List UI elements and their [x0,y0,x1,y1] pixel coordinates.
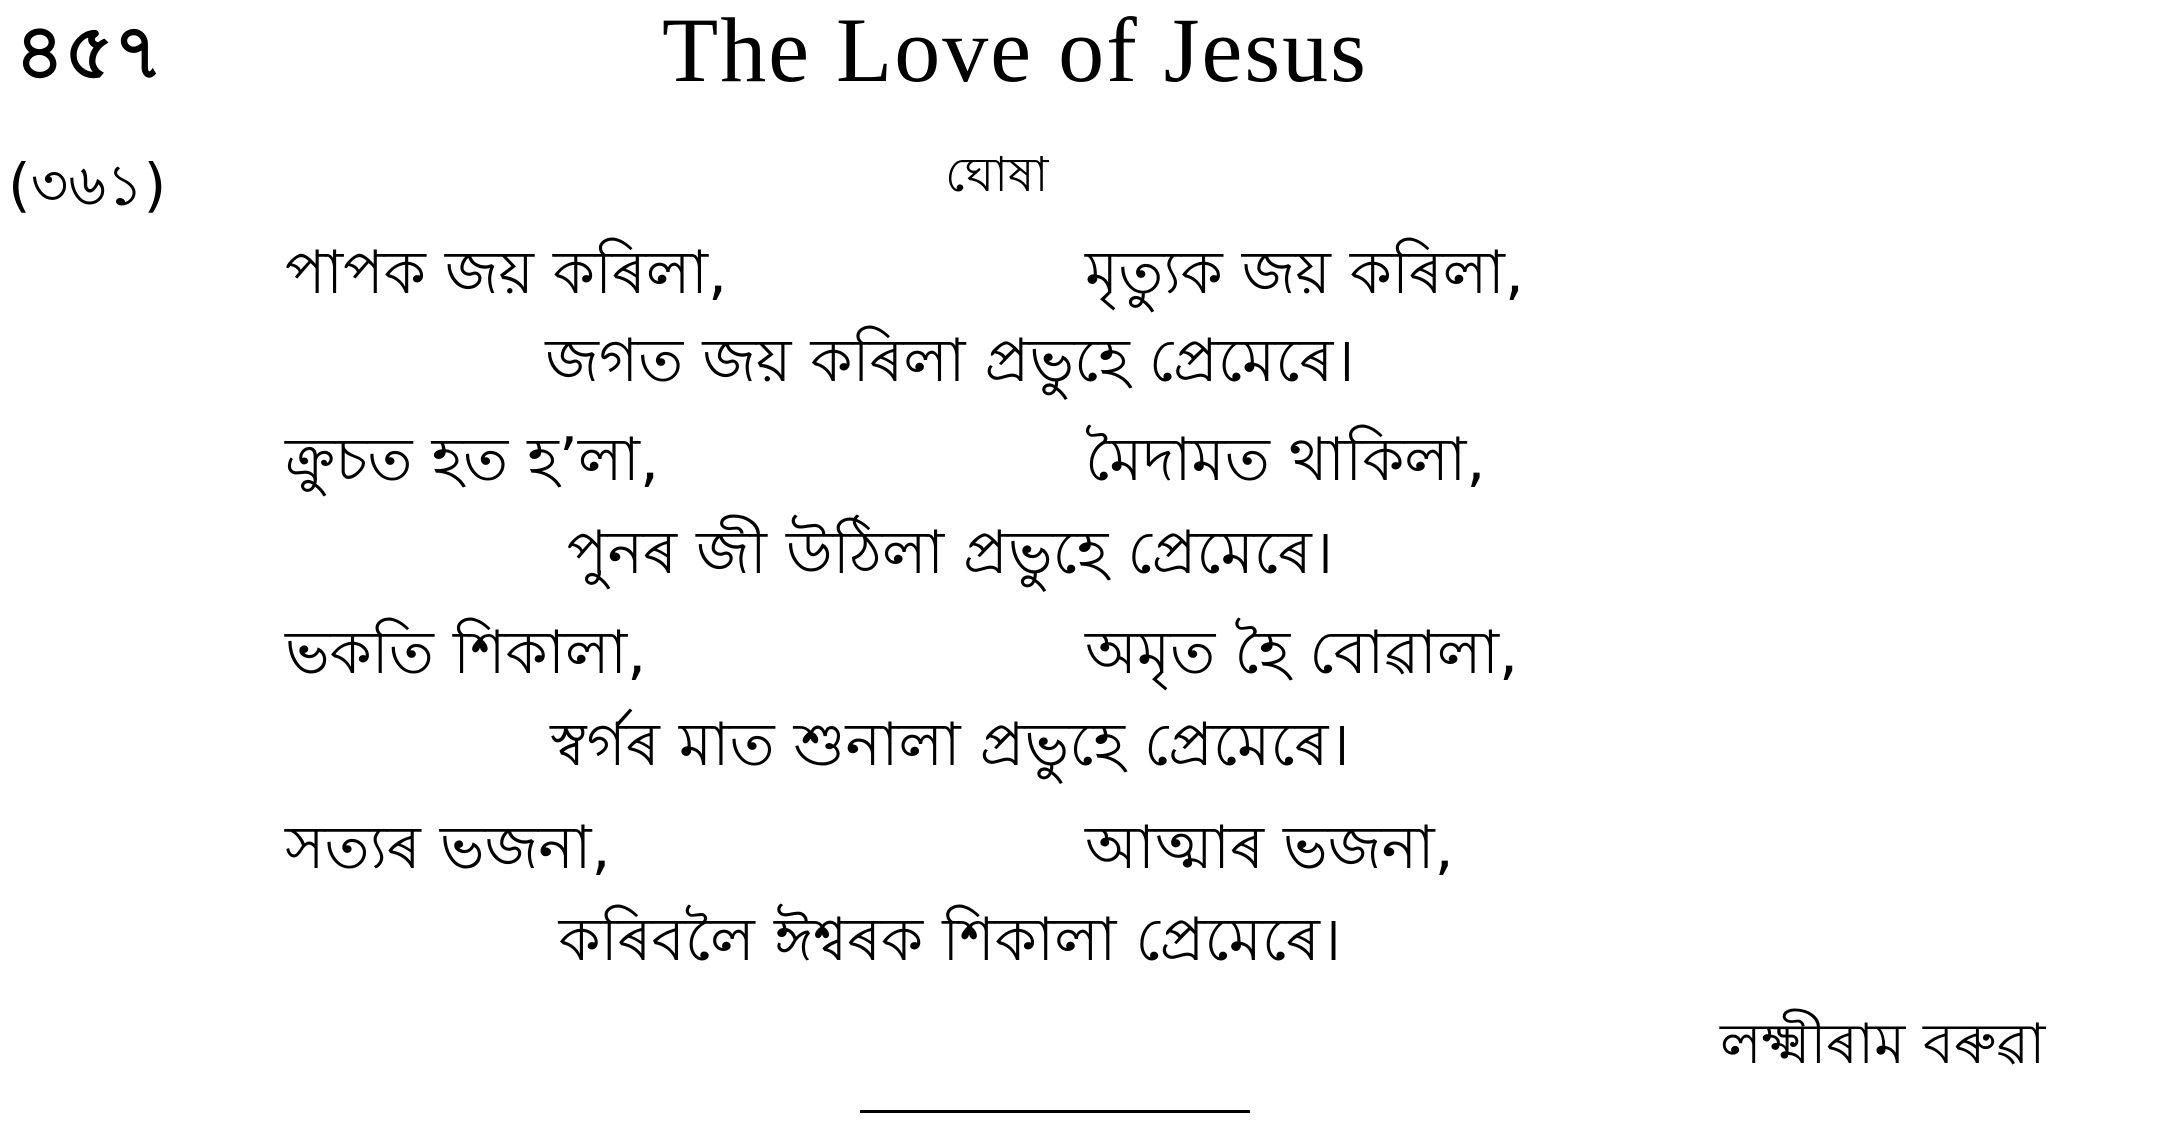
verse-3-line-1-right: অমৃত হৈ বোৱালা, [1085,618,1519,688]
end-divider [860,1110,1250,1113]
verse-4-line-1-right: আত্মাৰ ভজনা, [1085,813,1454,883]
verse-1-line-2: জগত জয় কৰিলা প্ৰভুহে প্ৰেমেৰে। [545,326,1355,396]
verse-3-line-2: স্বৰ্গৰ মাত শুনালা প্ৰভুহে প্ৰেমেৰে। [550,710,1350,780]
verse-2-line-2: পুনৰ জী উঠিলা প্ৰভুহে প্ৰেমেৰে। [566,518,1334,588]
verse-1-line-1-left: পাপক জয় কৰিলা, [285,238,728,308]
verse-2-line-1-right: মৈদামত থাকিলা, [1085,425,1486,495]
verse-3-line-1-left: ভকতি শিকালা, [285,618,647,688]
chorus-label: ঘোষা [945,147,1049,203]
author-name: লক্ষ্মীৰাম বৰুৱা [1720,1012,2046,1077]
verse-1-line-1-right: মৃত্যুক জয় কৰিলা, [1085,238,1524,308]
verse-4-line-2: কৰিবলৈ ঈশ্বৰক শিকালা প্ৰেমেৰে। [558,905,1342,975]
verse-2-line-1-left: ক্ৰুচত হত হ’লা, [285,425,660,495]
verse-4-line-1-left: সত্যৰ ভজনা, [285,813,611,883]
hymn-number: ৪৫৭ [15,7,164,96]
alt-hymn-number: (৩৬১) [8,151,167,219]
page-title: The Love of Jesus [662,0,1368,101]
